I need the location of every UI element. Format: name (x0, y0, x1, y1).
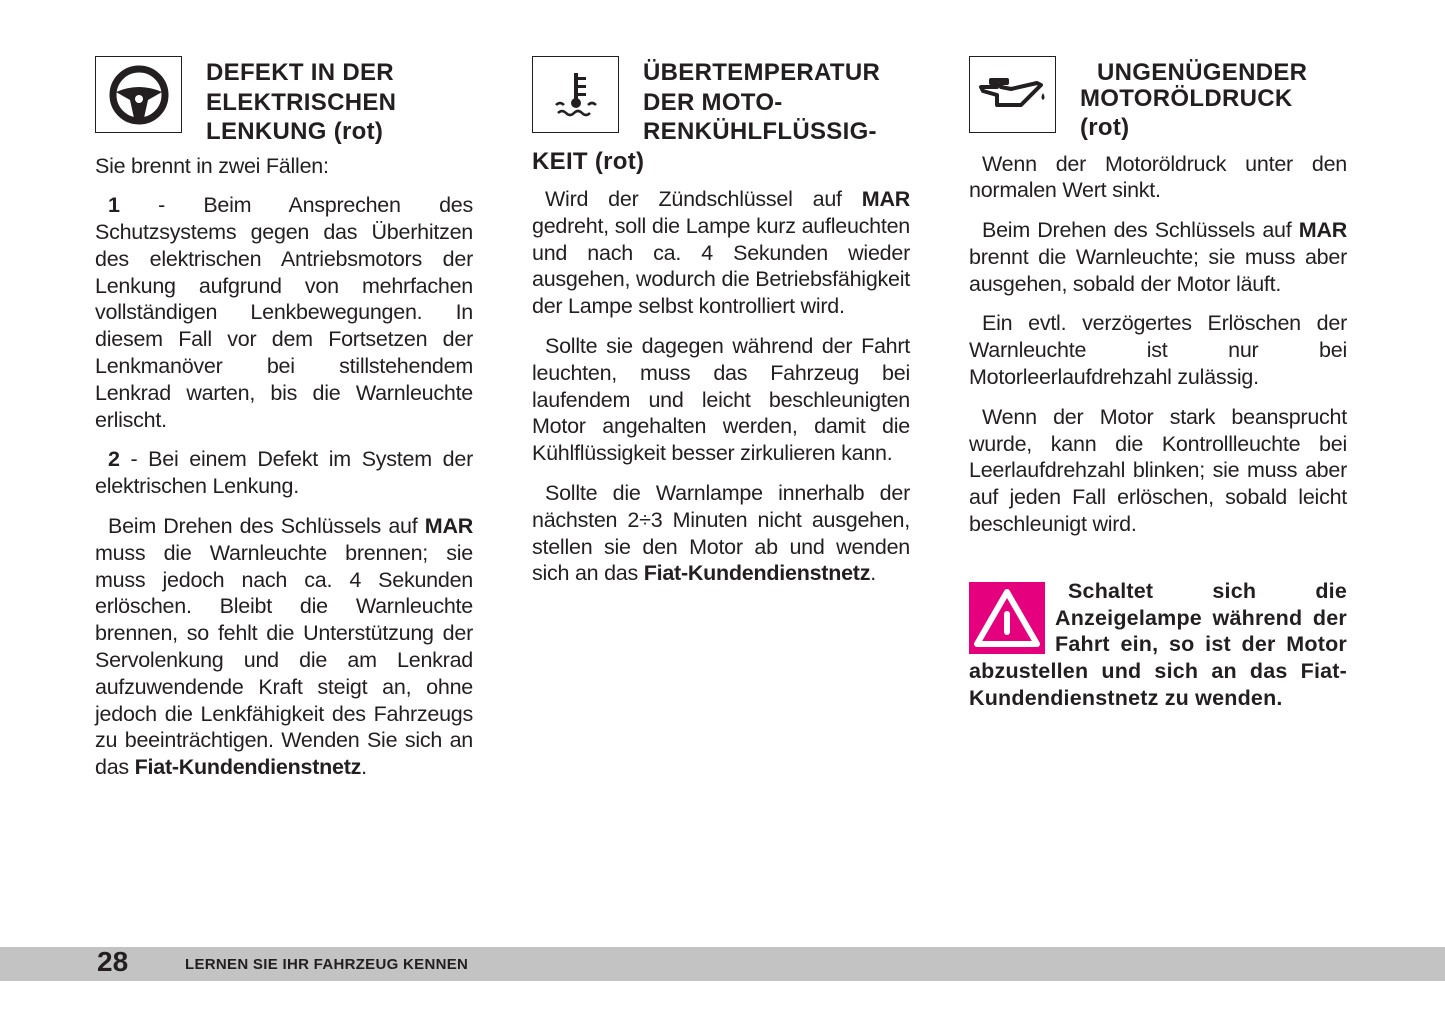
chapter-title: LERNEN SIE IHR FAHRZEUG KENNEN (185, 956, 469, 973)
text: . (361, 755, 367, 780)
title-line: DER MOTO- (643, 88, 783, 116)
title-line: MOTORÖLDRUCK (1080, 84, 1293, 112)
text: Sollte die Warnlampe innerhalb der nächsten 2÷3 Minuten nicht ausgehen, stellen sie den Motor ab und wenden sich an das (532, 480, 910, 586)
title-line: RENKÜHLFLÜSSIG- (643, 118, 877, 145)
column-coolant (532, 56, 910, 600)
intro-text: Sie brennt in zwei Fällen: (95, 153, 329, 178)
bold-text: MAR (861, 187, 910, 211)
bold-text: Fiat-Kundendienstnetz (134, 755, 362, 780)
text: - Bei einem Defekt im System der elektrischen Lenkung. (95, 447, 473, 499)
paragraph (532, 186, 910, 320)
text: Wird der Zündschlüssel auf (545, 187, 862, 211)
title-line: ÜBERTEMPERATUR (643, 59, 881, 86)
column-oil-pressure (969, 56, 1347, 725)
paragraph (95, 513, 473, 781)
warning-text: Schaltet sich die Anzeigelampe während der Fahrt ein, so ist der Motor abzustellen und sich an das Fiat-Kundendienstnetz zu wenden. (969, 578, 1347, 711)
steering-wheel-icon (95, 56, 182, 133)
column-steering (95, 56, 473, 794)
bold-text: MAR (424, 514, 473, 539)
text: . (870, 561, 876, 586)
paragraph (95, 192, 473, 433)
text: muss die Warnleuchte brennen; sie muss jedoch nach ca. 4 Sekunden erlöschen. Bleibt die Warnleuchte brennen, so fehlt die Unterstützung der Servolenkung und die am Lenkrad aufzuwendende Kraft steigt an, ohne jedoch die Lenkfähigkeit des Fahrzeugs zu beeinträchtigen. Wenden Sie sich an das (95, 540, 473, 780)
title-line: ELEKTRISCHEN (206, 88, 397, 116)
warning-triangle-icon (969, 582, 1045, 654)
text: - Beim Ansprechen des Schutzsystems gegen das Überhitzen des elektrischen Antriebsmotors der Lenkung aufgrund von mehrfachen vollständigen Lenkbewegungen. In diesem Fall vor dem Fortsetzen der Lenkmanöver bei stillstehendem Lenkrad warten, bis die Warnleuchte erlischt. (95, 193, 473, 432)
bold-text: Fiat-Kundendienstnetz (643, 561, 871, 586)
paragraph (532, 480, 910, 587)
text: Beim Drehen des Schlüssels auf (108, 514, 425, 539)
item-number: 1 (108, 193, 120, 218)
paragraph: Wenn der Motor stark beansprucht wurde, kann die Kontrollleuchte bei Leerlaufdrehzahl blinken; sie muss aber auf jeden Fall erlöschen, sobald leicht beschleunigt wird. (969, 404, 1347, 537)
bold-text: MAR (1298, 218, 1347, 243)
page-number: 28 (97, 946, 129, 977)
paragraph (95, 446, 473, 500)
paragraph: Ein evtl. verzögertes Erlöschen der Warnleuchte ist nur bei Motorleerlaufdrehzahl zulässig. (969, 311, 1347, 390)
item-number: 2 (108, 447, 120, 472)
text: brennt die Warnleuchte; sie muss aber ausgehen, sobald der Motor läuft. (969, 244, 1347, 296)
paragraph: Sollte sie dagegen während der Fahrt leuchten, muss das Fahrzeug bei laufendem und leicht beschleunigten Motor angehalten werden, damit die Kühlflüssigkeit besser zirkulieren kann. (532, 333, 910, 466)
footer-bar (0, 947, 1445, 981)
text: gedreht, soll die Lampe kurz aufleuchten und nach ca. 4 Sekunden wieder ausgehen, wodurch die Betriebsfähigkeit der Lampe selbst kontrolliert wird. (532, 213, 910, 319)
paragraph: Wenn der Motoröldruck unter den normalen Wert sinkt. (969, 151, 1347, 203)
title-line: DEFEKT IN DER (206, 59, 394, 86)
warning-note (969, 578, 1347, 712)
paragraph (969, 217, 1347, 297)
title-line: (rot) (1080, 114, 1130, 141)
title-line: LENKUNG (rot) (206, 118, 384, 145)
coolant-temperature-icon (532, 56, 619, 133)
title-line: KEIT (rot) (532, 147, 645, 175)
title-line: UNGENÜGENDER (1097, 59, 1308, 86)
oil-can-icon (969, 56, 1056, 133)
text: Beim Drehen des Schlüssels auf (982, 218, 1299, 243)
